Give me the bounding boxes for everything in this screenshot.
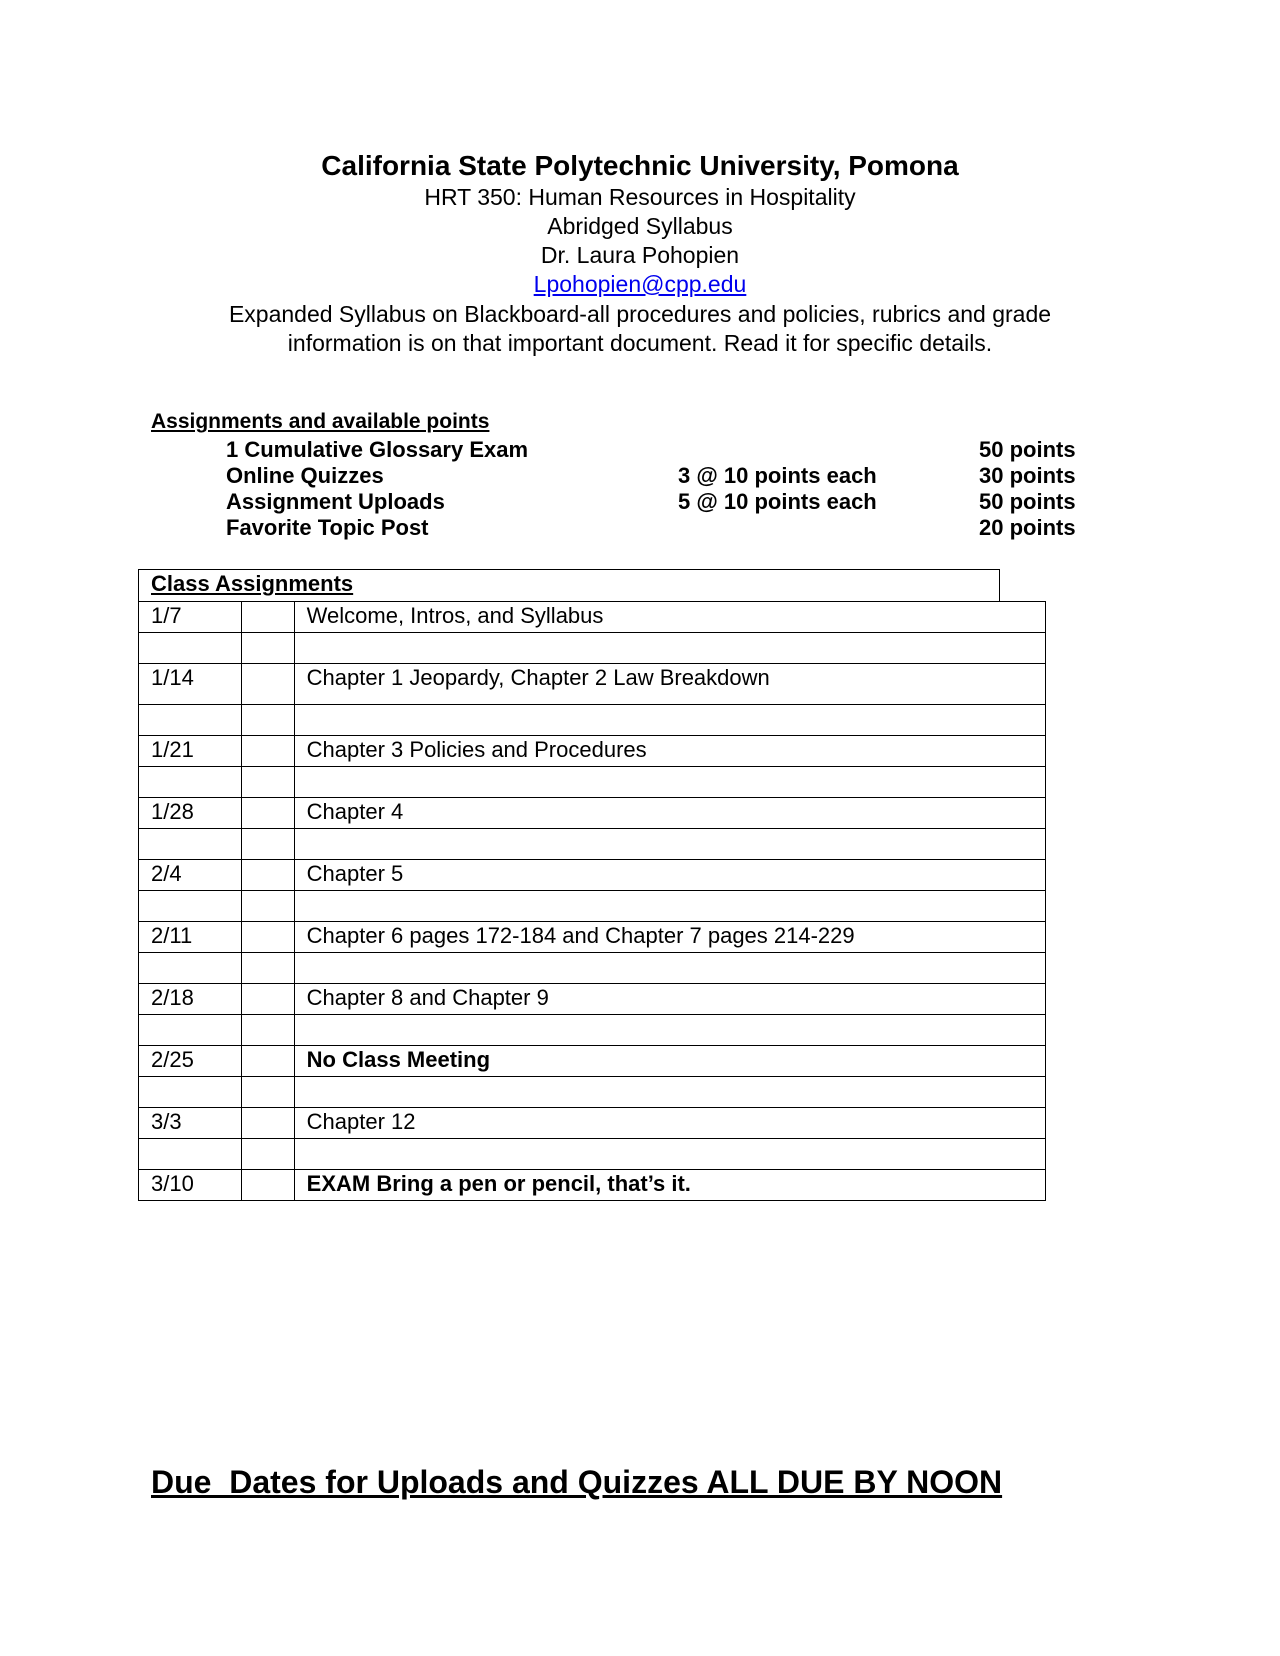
- schedule-spacer-cell: [241, 860, 294, 891]
- expanded-syllabus-note: [0, 300, 1280, 358]
- schedule-topic: Welcome, Intros, and Syllabus: [294, 602, 1045, 633]
- points-row: [0, 515, 1280, 541]
- due-dates-heading: Due Dates for Uploads and Quizzes ALL DUE BY NOON: [151, 1464, 1003, 1500]
- schedule-date: 3/3: [139, 1108, 242, 1139]
- points-item-name: Favorite Topic Post: [226, 515, 429, 540]
- table-row: [139, 891, 1046, 922]
- schedule-date: 2/18: [139, 984, 242, 1015]
- schedule-topic: Chapter 4: [294, 798, 1045, 829]
- table-row: [139, 767, 1046, 798]
- points-row: [0, 489, 1280, 515]
- instructor-name: Dr. Laura Pohopien: [540, 242, 740, 268]
- schedule-date: 1/14: [139, 664, 242, 705]
- schedule-topic: Chapter 12: [294, 1108, 1045, 1139]
- schedule-spacer-cell: [241, 602, 294, 633]
- schedule-date: 3/10: [139, 1170, 242, 1201]
- points-item-name: Online Quizzes: [226, 463, 384, 488]
- class-assignments-header: [138, 569, 1000, 601]
- schedule-spacer-cell: [241, 984, 294, 1015]
- table-row: [139, 922, 1046, 953]
- table-row: [139, 1108, 1046, 1139]
- schedule-topic: Chapter 3 Policies and Procedures: [294, 736, 1045, 767]
- points-heading: Assignments and available points: [151, 410, 490, 433]
- schedule-spacer-cell: [241, 922, 294, 953]
- schedule-topic: Chapter 8 and Chapter 9: [294, 984, 1045, 1015]
- table-row: [139, 736, 1046, 767]
- course-title: HRT 350: Human Resources in Hospitality: [424, 184, 856, 210]
- schedule-date: 2/11: [139, 922, 242, 953]
- note-line-2: information is on that important document. Read it for specific details.: [287, 330, 993, 356]
- points-item-total: 50 points: [979, 489, 1076, 514]
- schedule-topic: Chapter 6 pages 172-184 and Chapter 7 pages 214-229: [294, 922, 1045, 953]
- instructor-email-line: [0, 271, 1280, 298]
- table-row: [139, 602, 1046, 633]
- schedule-topic: Chapter 1 Jeopardy, Chapter 2 Law Breakdown: [294, 664, 1045, 705]
- document-type: Abridged Syllabus: [547, 213, 733, 239]
- table-row: [139, 1077, 1046, 1108]
- table-row: [139, 1170, 1046, 1201]
- table-row: [139, 829, 1046, 860]
- schedule-date: 1/7: [139, 602, 242, 633]
- points-item-detail: 5 @ 10 points each: [678, 489, 877, 514]
- schedule-date: 2/25: [139, 1046, 242, 1077]
- points-item-total: 50 points: [979, 437, 1076, 462]
- table-row: [139, 798, 1046, 829]
- university-title: California State Polytechnic University, Pomona: [321, 150, 959, 181]
- table-row: [139, 664, 1046, 705]
- points-row: [0, 463, 1280, 489]
- points-item-name: 1 Cumulative Glossary Exam: [226, 437, 529, 462]
- schedule-spacer-cell: [241, 736, 294, 767]
- table-row: [139, 1139, 1046, 1170]
- instructor-email-link[interactable]: Lpohopien@cpp.edu: [533, 271, 747, 297]
- points-item-name: Assignment Uploads: [226, 489, 445, 514]
- schedule-topic: No Class Meeting: [294, 1046, 1045, 1077]
- table-row: [139, 633, 1046, 664]
- table-row: [139, 984, 1046, 1015]
- schedule-date: 1/21: [139, 736, 242, 767]
- schedule-topic: Chapter 5: [294, 860, 1045, 891]
- class-schedule-table: [138, 601, 1046, 1201]
- table-row: [139, 1015, 1046, 1046]
- table-row: [139, 953, 1046, 984]
- points-item-detail: 3 @ 10 points each: [678, 463, 877, 488]
- schedule-date: 1/28: [139, 798, 242, 829]
- schedule-spacer-cell: [241, 1108, 294, 1139]
- class-assignments-heading: Class Assignments: [151, 571, 354, 596]
- schedule-date: 2/4: [139, 860, 242, 891]
- schedule-spacer-cell: [241, 1170, 294, 1201]
- schedule-spacer-cell: [241, 798, 294, 829]
- schedule-spacer-cell: [241, 664, 294, 705]
- schedule-topic: EXAM Bring a pen or pencil, that’s it.: [294, 1170, 1045, 1201]
- table-row: [139, 860, 1046, 891]
- schedule-spacer-cell: [241, 1046, 294, 1077]
- points-item-total: 20 points: [979, 515, 1076, 540]
- note-line-1: Expanded Syllabus on Blackboard-all procedures and policies, rubrics and grade: [228, 301, 1052, 327]
- points-item-total: 30 points: [979, 463, 1076, 488]
- table-row: [139, 1046, 1046, 1077]
- table-row: [139, 705, 1046, 736]
- points-row: [0, 437, 1280, 463]
